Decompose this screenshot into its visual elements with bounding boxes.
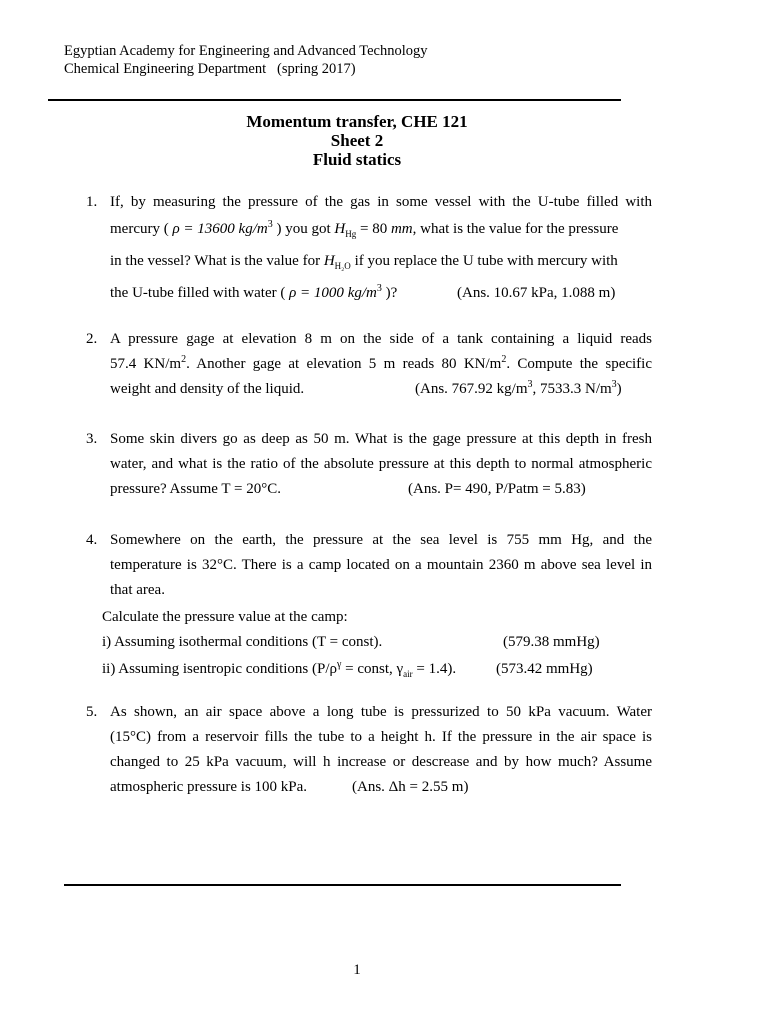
institution-name: Egyptian Academy for Engineering and Advanced Technology bbox=[64, 43, 428, 59]
question-4-line-2: temperature is 32°C. There is a camp located on a mountain 2360 m above sea level in bbox=[110, 557, 652, 573]
question-5-line-1: As shown, an air space above a long tube is pressurized to 50 kPa vacuum. Water bbox=[110, 704, 652, 720]
question-2-number: 2. bbox=[86, 331, 98, 347]
question-1-line-1: If, by measuring the pressure of the gas in some vessel with the U-tube filled with bbox=[110, 194, 652, 210]
institution-header bbox=[64, 42, 428, 78]
question-2-answer: (Ans. 767.92 $kg/m^3$, 7533.3 $N/m^3$) bbox=[415, 379, 622, 397]
page-number: 1 bbox=[353, 962, 361, 978]
department-line: Chemical Engineering Department (spring 2017) bbox=[64, 61, 356, 77]
question-4-line-4: Calculate the pressure value at the camp: bbox=[102, 609, 348, 625]
question-1-number: 1. bbox=[86, 194, 98, 210]
question-2-line-3: weight and density of the liquid. bbox=[110, 381, 305, 397]
question-3-line-3: pressure? Assume T = 20°C. bbox=[110, 481, 281, 497]
question-5-number: 5. bbox=[86, 704, 98, 720]
question-5-line-3: changed to 25 kPa vacuum, will h increase or descrease and by how much? Assume bbox=[110, 754, 652, 770]
question-4-line-1: Somewhere on the earth, the pressure at the sea level is 755 mm Hg, and the bbox=[110, 532, 652, 548]
sheet-topic: Fluid statics bbox=[312, 150, 402, 169]
bottom-rule bbox=[64, 884, 621, 886]
question-2-line-1: A pressure gage at elevation 8 m on the side of a tank containing a liquid reads bbox=[110, 331, 652, 347]
question-4-line-3: that area. bbox=[110, 582, 165, 598]
question-3-line-1: Some skin divers go as deep as 50 m. What is the gage pressure at this depth in fresh bbox=[110, 431, 652, 447]
question-4-part-ii-answer: (573.42 mmHg) bbox=[496, 661, 593, 677]
question-3-line-2: water, and what is the ratio of the absolute pressure at this depth to normal atmospheric bbox=[110, 456, 652, 472]
question-1-line-2: mercury ( ρ = 13600 $kg/m^3$ ) you got $H_{Hg} = 80$ mm, what is the value for the pressure bbox=[110, 219, 619, 239]
question-1-answer: (Ans. 10.67 kPa, 1.088 m) bbox=[457, 285, 616, 301]
question-4-part-i: i) Assuming isothermal conditions (T = const). bbox=[102, 634, 383, 650]
sheet-title: Momentum transfer, CHE 121 bbox=[246, 112, 468, 131]
question-3-number: 3. bbox=[86, 431, 98, 447]
question-4-part-i-answer: (579.38 mmHg) bbox=[503, 634, 600, 650]
top-rule bbox=[48, 99, 621, 101]
question-1-line-4: the U-tube filled with water ( ρ = 1000 $kg/m^3$ )? bbox=[110, 283, 398, 301]
question-4-part-ii: ii) Assuming isentropic conditions ($P/\rho^\gamma$ = const, $\gamma_{air} = 1.4$). bbox=[102, 659, 457, 679]
question-2-line-2: 57.4 $KN/m^2$. Another gage at elevation 5 m reads 80 $KN/m^2$. Compute the specific bbox=[110, 354, 652, 372]
question-4-number: 4. bbox=[86, 532, 98, 548]
question-5-answer: (Ans. Δh = 2.55 m) bbox=[352, 779, 469, 795]
question-5-line-2: (15°C) from a reservoir fills the tube to a height h. If the pressure in the air space is bbox=[110, 729, 652, 745]
question-1-line-3: in the vessel? What is the value for $H_{H_2O}$ if you replace the U tube with mercury with bbox=[110, 253, 618, 271]
question-3-answer: (Ans. P= 490, P/Patm = 5.83) bbox=[408, 481, 586, 497]
question-5-line-4: atmospheric pressure is 100 kPa. bbox=[110, 779, 308, 795]
sheet-number: Sheet 2 bbox=[330, 131, 384, 150]
